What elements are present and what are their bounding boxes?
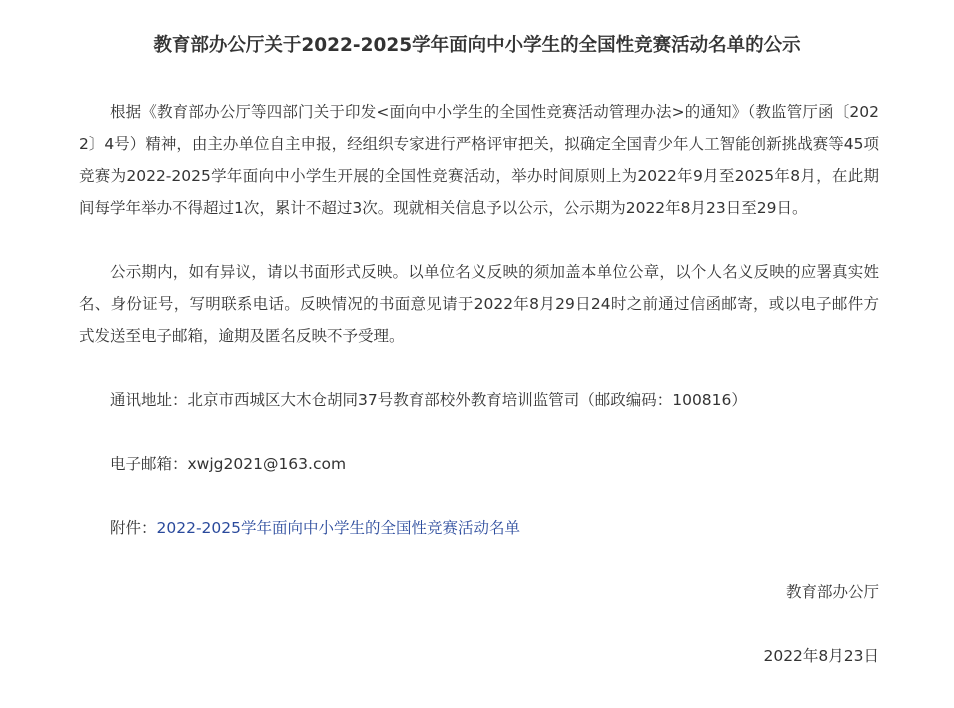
contact-address: 通讯地址：北京市西城区大木仓胡同37号教育部校外教育培训监管司（邮政编码：100816）: [110, 391, 747, 409]
issue-date: 2022年8月23日: [763, 647, 879, 665]
issuer-signature: 教育部办公厅: [785, 583, 879, 601]
spacer: [79, 608, 879, 640]
page-title: 教育部办公厅关于2022-2025学年面向中小学生的全国性竞赛活动名单的公示: [153, 35, 801, 56]
attachment-link[interactable]: 2022-2025学年面向中小学生的全国性竞赛活动名单: [156, 519, 521, 537]
contact-email: 电子邮箱：xwjg2021@163.com: [110, 455, 347, 473]
article-body: [79, 96, 879, 672]
paragraph-notice: 根据《教育部办公厅等四部门关于印发<面向中小学生的全国性竞赛活动管理办法>的通知》（教监管厅函〔2022〕4号）精神，由主办单位自主申报，经组织专家进行严格评审把关，拟确定全国青少年人工智能创新挑战赛等45项竞赛为2022-2025学年面向中小学生开展的全国性竞赛活动，举办时间原则上为2022年9月至2025年8月，在此期间每学年举办不得超过1次，累计不超过3次。现就相关信息予以公示，公示期为2022年8月23日至29日。: [79, 103, 879, 217]
spacer: [79, 480, 879, 512]
spacer: [79, 224, 879, 256]
attachment-label: 附件：: [110, 519, 157, 537]
spacer: [79, 544, 879, 576]
attachment-line: [79, 512, 879, 544]
spacer: [79, 352, 879, 384]
spacer: [79, 416, 879, 448]
paragraph-objection: 公示期内，如有异议，请以书面形式反映。以单位名义反映的须加盖本单位公章，以个人名义反映的应署真实姓名、身份证号，写明联系电话。反映情况的书面意见请于2022年8月29日24时之前通过信函邮寄，或以电子邮件方式发送至电子邮箱，逾期及匿名反映不予受理。: [79, 263, 879, 345]
